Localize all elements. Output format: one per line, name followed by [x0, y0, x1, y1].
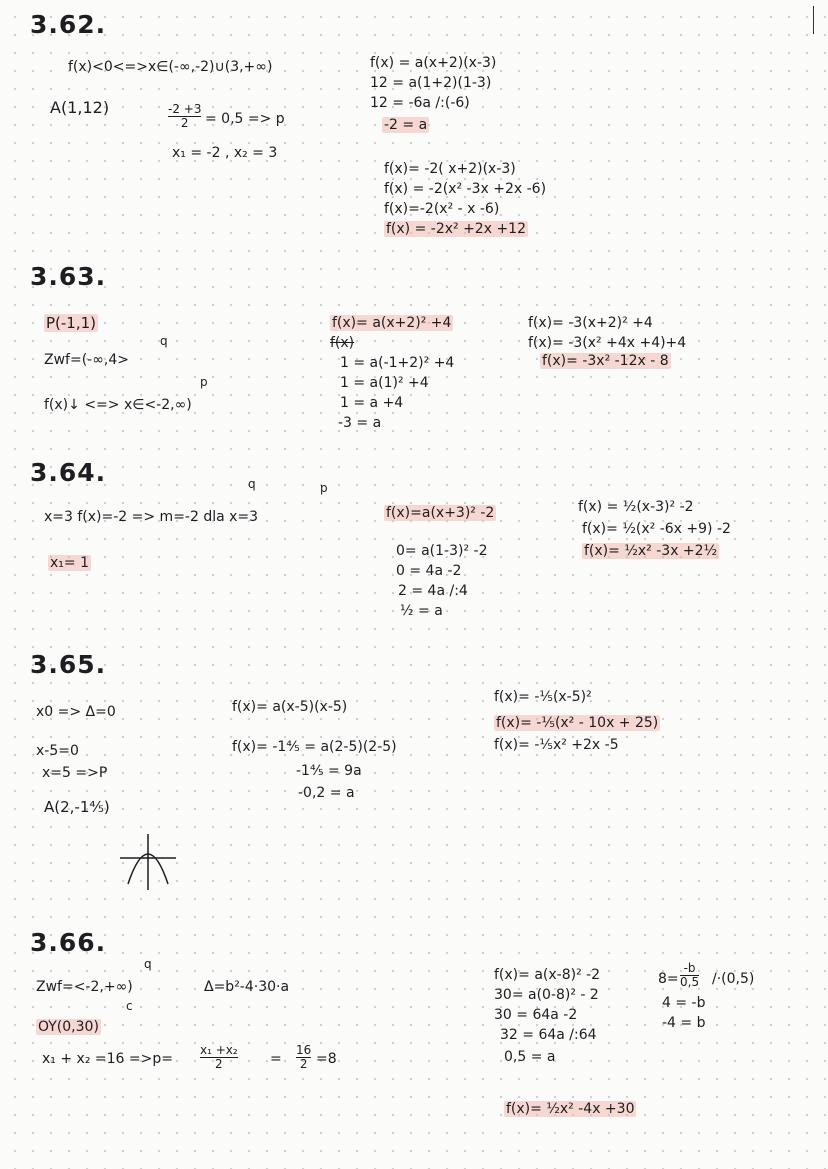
page-edge-mark — [813, 6, 814, 34]
problem-3-66-eq-line: 0,5 = a — [504, 1049, 556, 1065]
problem-3-62-p-result: = 0,5 => p — [205, 111, 285, 127]
fraction-numerator: x₁ +x₂ — [200, 1043, 238, 1057]
problem-3-64-result-line — [582, 544, 719, 558]
problem-3-66-eq-line: 32 = 64a /:64 — [500, 1027, 597, 1043]
highlight: P(-1,1) — [46, 314, 97, 332]
problem-3-63-range-tag: q — [160, 334, 168, 348]
problem-3-66-sum-result: =8 — [316, 1051, 337, 1067]
problem-3-64-eq-line — [384, 506, 496, 520]
highlight: f(x)= a(x+2)² +4 — [332, 315, 452, 331]
problem-3-63-result-line: f(x)= -3(x² +4x +4)+4 — [528, 335, 687, 351]
fraction-numerator: -b — [683, 961, 696, 975]
problem-3-65-eq-line: -0,2 = a — [298, 785, 355, 801]
problem-3-66-side-rest: /·(0,5) — [712, 971, 755, 987]
problem-3-62-result-line — [384, 222, 528, 236]
fraction-denominator: 2 — [299, 1056, 308, 1071]
problem-3-64-x1 — [48, 556, 91, 570]
problem-3-63-range: Zwf=(-∞,4> — [44, 352, 129, 368]
problem-3-66-eq-line: 30 = 64a -2 — [494, 1007, 578, 1023]
highlight: -2 = a — [384, 117, 428, 133]
problem-3-63-eq-line — [330, 316, 453, 330]
fraction-denominator: 0,5 — [680, 974, 700, 989]
problem-3-63-title: 3.63. — [30, 262, 107, 291]
highlight: f(x)= -⅕(x² - 10x + 25) — [496, 715, 659, 731]
fraction-numerator: -2 +3 — [168, 102, 202, 116]
highlight: OY(0,30) — [38, 1019, 99, 1035]
problem-3-66-side-line: -4 = b — [662, 1015, 706, 1031]
problem-3-64-eq-line: 0 = 4a -2 — [396, 563, 462, 579]
problem-3-66-eq-line: 30= a(0-8)² - 2 — [494, 987, 599, 1003]
problem-3-66-oy-tag: c — [126, 999, 133, 1013]
problem-3-64-title: 3.64. — [30, 458, 107, 487]
problem-3-63-eq-line: 1 = a +4 — [340, 395, 404, 411]
problem-3-66-side-line: 4 = -b — [662, 995, 706, 1011]
problem-3-64-line: x=3 f(x)=-2 => m=-2 dla x=3 — [44, 509, 259, 525]
problem-3-66-title: 3.66. — [30, 928, 107, 957]
problem-3-63-eq-line: f(x) — [330, 335, 355, 351]
problem-3-63-eq-line: 1 = a(1)² +4 — [340, 375, 429, 391]
fraction-denominator: 2 — [215, 1056, 223, 1071]
problem-3-66-sum-fraction — [200, 1044, 238, 1070]
problem-3-65-delta: x0 => Δ=0 — [36, 704, 116, 720]
problem-3-63-result-line — [540, 354, 671, 368]
problem-3-66-range-tag: q — [144, 957, 152, 971]
problem-3-62-roots: x₁ = -2 , x₂ = 3 — [172, 145, 278, 161]
problem-3-66-range: Zwf=<-2,+∞) — [36, 979, 133, 995]
problem-3-64-eq-line: 0= a(1-3)² -2 — [396, 543, 488, 559]
problem-3-66-delta: Δ=b²-4·30·a — [204, 979, 290, 995]
problem-3-66-sum: x₁ + x₂ =16 =>p= — [42, 1051, 173, 1067]
problem-3-62-point: A(1,12) — [50, 98, 110, 117]
problem-3-63-eq-line: 1 = a(-1+2)² +4 — [340, 355, 455, 371]
highlight: x₁= 1 — [50, 555, 89, 571]
parabola-sketch-icon — [118, 832, 178, 892]
problem-3-65-result-line: f(x)= -⅕(x-5)² — [494, 689, 592, 705]
problem-3-62-p-fraction — [168, 103, 201, 129]
problem-3-66-result — [504, 1102, 636, 1116]
highlight: f(x)= ½x² -4x +30 — [506, 1101, 635, 1117]
problem-3-65-result-line: f(x)= -⅕x² +2x -5 — [494, 737, 619, 753]
problem-3-66-sum-fraction-2 — [296, 1044, 311, 1070]
problem-3-64-eq-line: ½ = a — [400, 603, 443, 619]
fraction-denominator: 2 — [180, 115, 189, 130]
problem-3-62-result-line: f(x) = -2(x² -3x +2x -6) — [384, 181, 547, 197]
problem-3-63-cond-tag: p — [200, 375, 208, 389]
problem-3-62-result-line: f(x)= -2( x+2)(x-3) — [384, 161, 516, 177]
problem-3-63-point — [44, 316, 98, 331]
problem-3-65-line: x-5=0 — [36, 743, 79, 759]
problem-3-65-eq-line: -1⅘ = 9a — [296, 763, 362, 779]
problem-3-66-sum-equals: = — [270, 1051, 282, 1067]
problem-3-64-eq-line: 2 = 4a /:4 — [398, 583, 468, 599]
problem-3-63-condition: f(x)↓ <=> x∈<-2,∞) — [44, 397, 192, 413]
problem-3-62-result-line: f(x)=-2(x² - x -6) — [384, 201, 500, 217]
problem-3-62-eq-line: 12 = a(1+2)(1-3) — [370, 75, 492, 91]
problem-3-64-tag-p: p — [320, 481, 328, 495]
problem-3-65-line: A(2,-1⅘) — [44, 798, 110, 816]
highlight: f(x)=a(x+3)² -2 — [386, 505, 495, 521]
problem-3-64-tag-q: q — [248, 477, 256, 491]
problem-3-65-eq-line: f(x)= a(x-5)(x-5) — [232, 699, 348, 715]
problem-3-63-eq-line: -3 = a — [338, 415, 382, 431]
problem-3-64-result-line: f(x)= ½(x² -6x +9) -2 — [582, 521, 731, 537]
problem-3-66-eq-line: f(x)= a(x-8)² -2 — [494, 967, 601, 983]
problem-3-63-result-line: f(x)= -3(x+2)² +4 — [528, 315, 653, 331]
fraction-numerator: 16 — [296, 1043, 312, 1057]
problem-3-65-result-line — [494, 716, 660, 730]
problem-3-62-eq-line: f(x) = a(x+2)(x-3) — [370, 55, 497, 71]
problem-3-62-title: 3.62. — [30, 10, 107, 39]
highlight: f(x)= ½x² -3x +2½ — [584, 543, 718, 559]
problem-3-65-line: x=5 =>P — [42, 765, 108, 781]
problem-3-62-eq-line: 12 = -6a /:(-6) — [370, 95, 470, 111]
problem-3-65-title: 3.65. — [30, 650, 107, 679]
problem-3-65-eq-line: f(x)= -1⅘ = a(2-5)(2-5) — [232, 739, 397, 755]
highlight: f(x) = -2x² +2x +12 — [386, 221, 526, 237]
problem-3-66-side-lhs: 8= — [658, 971, 679, 987]
highlight: f(x)= -3x² -12x - 8 — [542, 353, 669, 369]
problem-3-66-oy — [36, 1020, 101, 1034]
problem-3-62-condition: f(x)<0<=>x∈(-∞,-2)∪(3,+∞) — [68, 59, 273, 75]
problem-3-66-side-fraction — [680, 962, 699, 988]
problem-3-64-result-line: f(x) = ½(x-3)² -2 — [578, 499, 694, 515]
problem-3-62-eq-line — [382, 118, 429, 132]
